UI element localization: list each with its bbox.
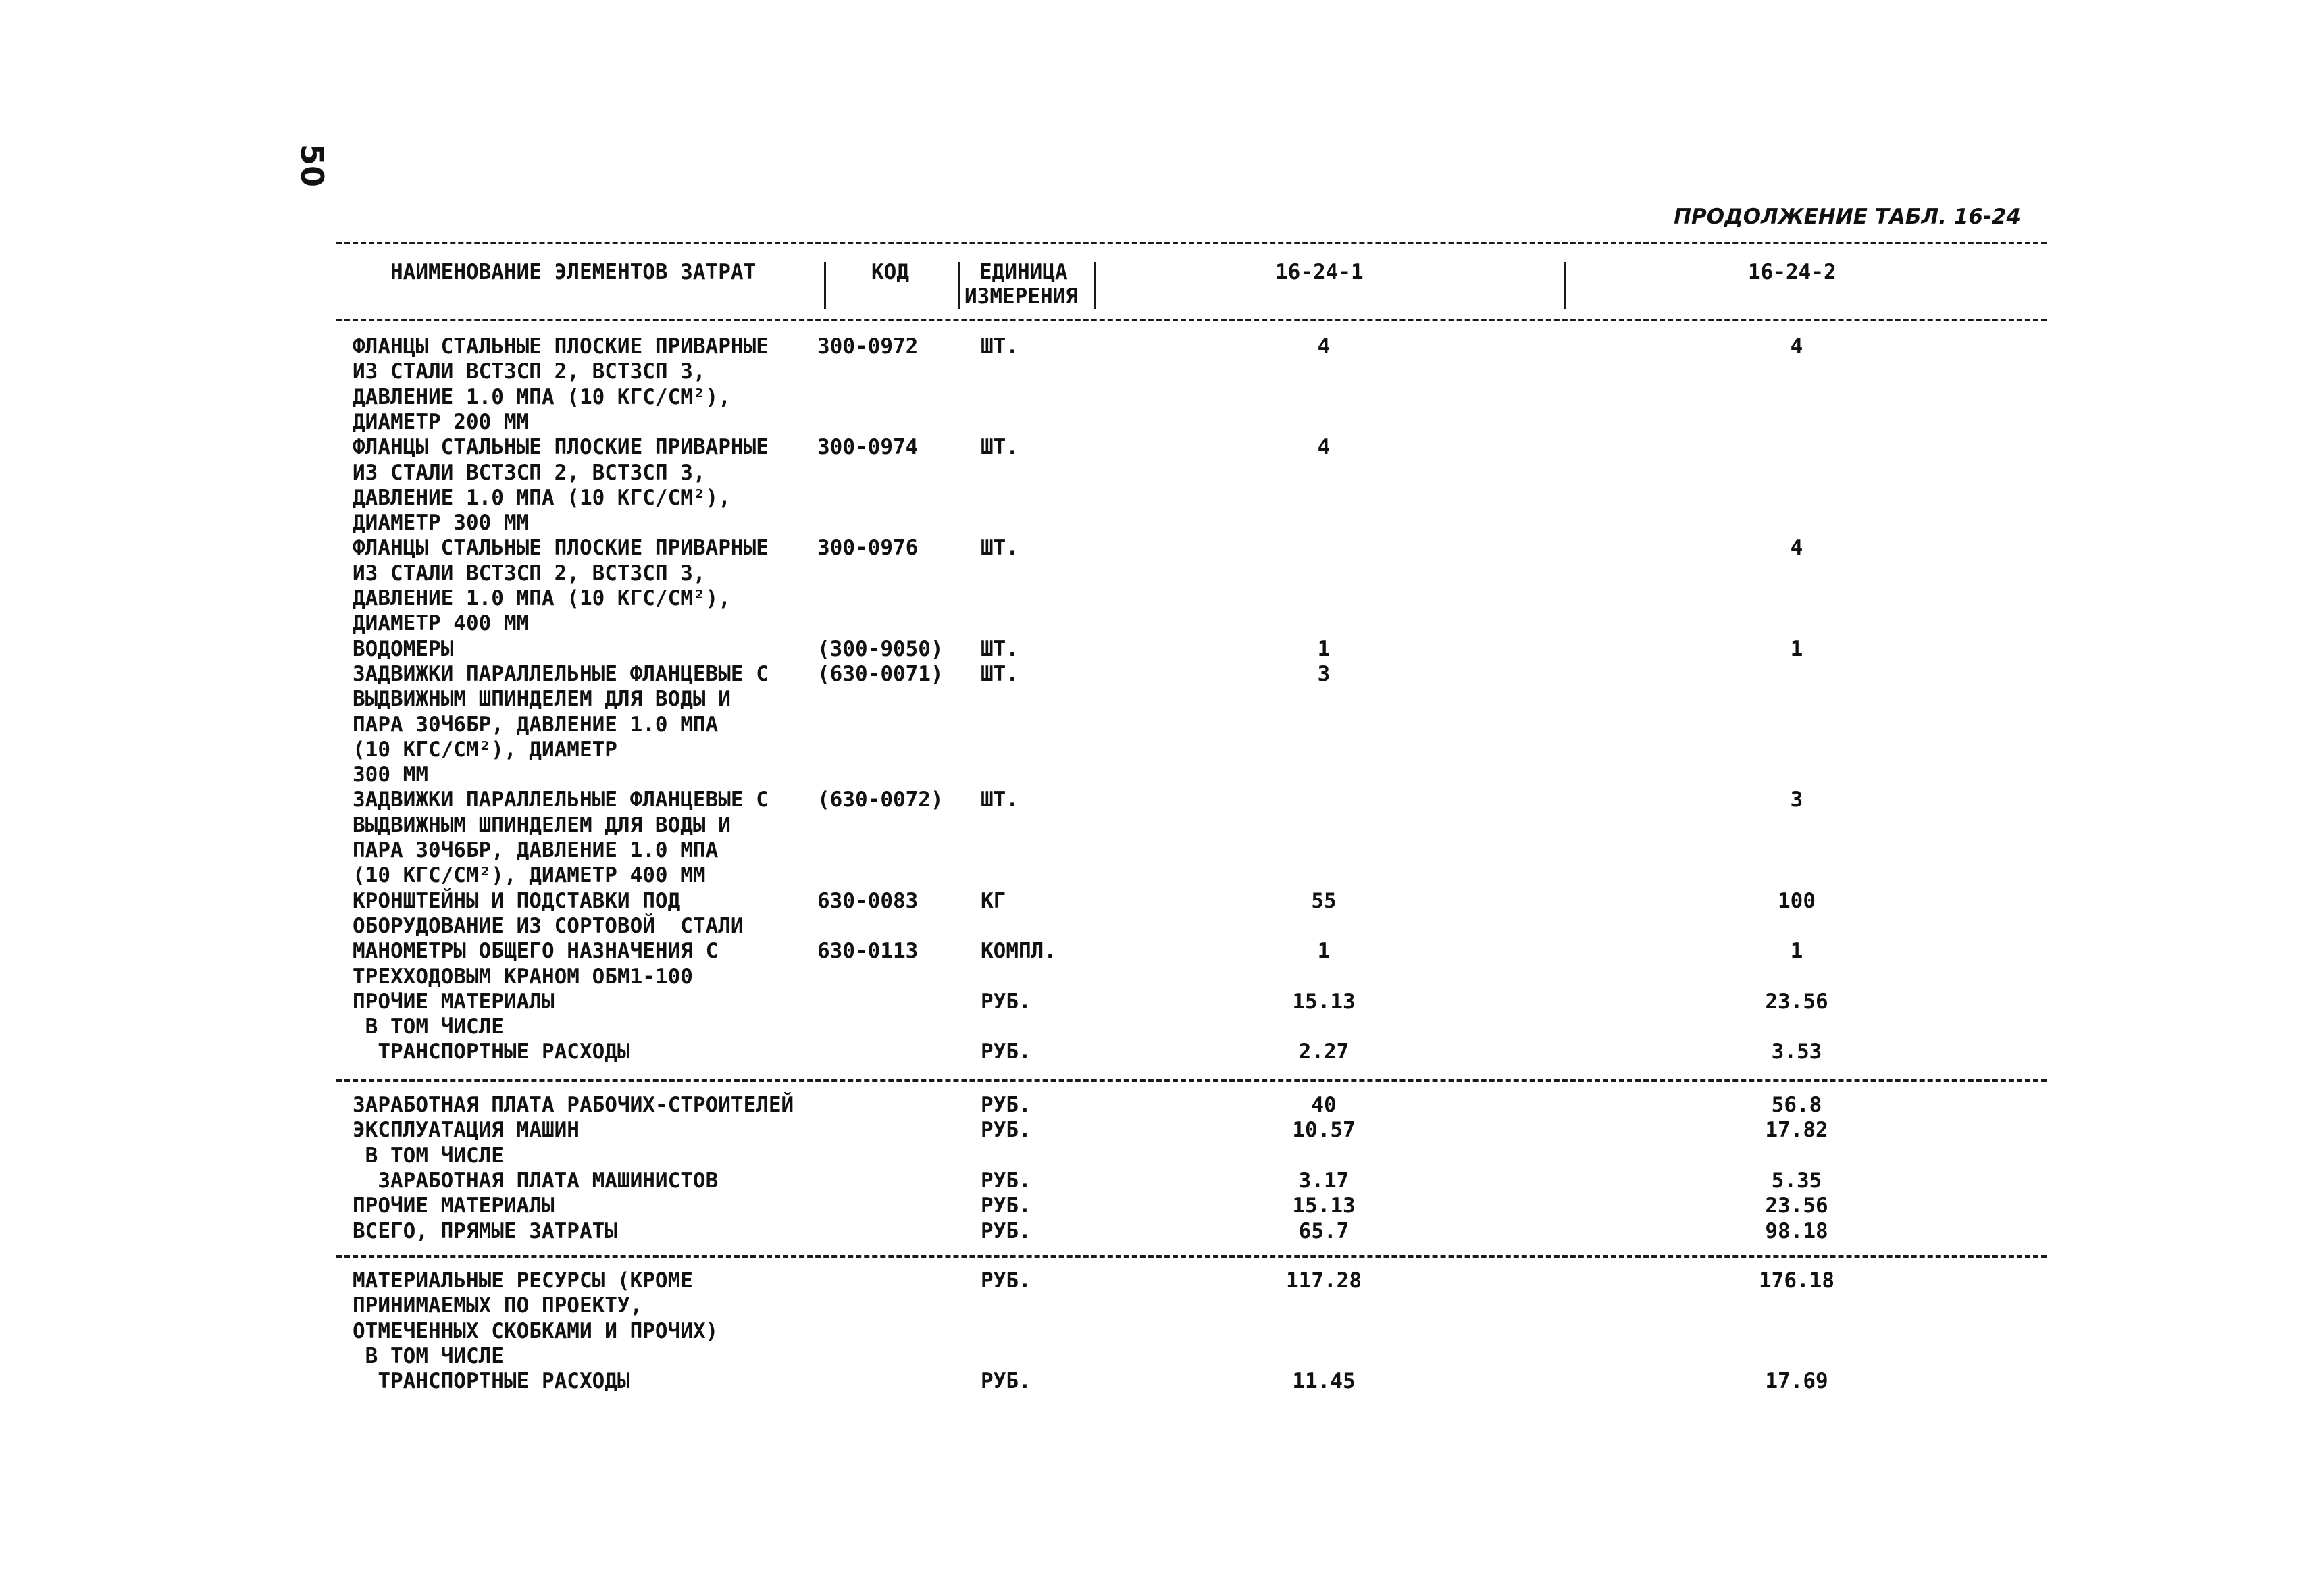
item-name: ВСЕГО, ПРЯМЫЕ ЗАТРАТЫ [353,1218,617,1243]
item-name: В ТОМ ЧИСЛЕ [353,1143,504,1168]
item-name: ЭКСПЛУАТАЦИЯ МАШИН [353,1118,580,1143]
item-name: В ТОМ ЧИСЛЕ [353,1014,504,1039]
item-unit: РУБ. [981,1369,1031,1394]
item-name: ФЛАНЦЫ СТАЛЬНЫЕ ПЛОСКИЕ ПРИВАРНЫЕ [353,536,769,561]
item-name: 300 ММ [353,763,428,788]
item-name: ИЗ СТАЛИ ВСТ3СП 2, ВСТ3СП 3, [353,561,706,586]
value-16-24-1: 55 [1311,888,1337,913]
value-16-24-1: 4 [1317,435,1331,460]
value-16-24-2: 56.8 [1771,1093,1822,1117]
item-name: ДАВЛЕНИЕ 1.0 МПА (10 КГС/СМ²), [353,384,731,409]
item-name: ПРОЧИЕ МАТЕРИАЛЫ [353,989,555,1014]
header-rule [336,319,2047,321]
item-name: ПАРА 30Ч6БР, ДАВЛЕНИЕ 1.0 МПА [353,712,719,737]
value-16-24-1: 3.17 [1298,1168,1349,1193]
value-16-24-2: 1 [1790,939,1803,964]
header-divider [824,262,826,309]
item-unit: ШТ. [981,661,1019,686]
value-16-24-2: 5.35 [1771,1168,1822,1193]
header-col2: 16-24-2 [1748,260,1836,284]
item-unit: ШТ. [981,435,1019,460]
item-name: ВЫДВИЖНЫМ ШПИНДЕЛЕМ ДЛЯ ВОДЫ И [353,813,731,838]
header-divider [958,262,960,309]
item-name: (10 КГС/СМ²), ДИАМЕТР [353,737,617,762]
value-16-24-2: 4 [1790,536,1803,561]
value-16-24-2: 1 [1790,636,1803,661]
item-name: ОБОРУДОВАНИЕ ИЗ СОРТОВОЙ СТАЛИ [353,913,744,938]
item-unit: РУБ. [981,1118,1031,1143]
item-name: ИЗ СТАЛИ ВСТ3СП 2, ВСТ3СП 3, [353,460,706,485]
table-continuation-title: ПРОДОЛЖЕНИЕ ТАБЛ. 16-24 [1674,205,2021,229]
header-divider [1094,262,1096,309]
item-unit: РУБ. [981,1039,1031,1064]
header-code: КОД [871,260,909,284]
value-16-24-1: 15.13 [1292,1193,1356,1218]
item-name: МАНОМЕТРЫ ОБЩЕГО НАЗНАЧЕНИЯ С [353,939,719,964]
item-unit: ШТ. [981,636,1019,661]
value-16-24-2: 176.18 [1759,1268,1834,1293]
value-16-24-2: 23.56 [1765,989,1828,1014]
value-16-24-2: 17.69 [1765,1369,1828,1394]
item-name: КРОНШТЕЙНЫ И ПОДСТАВКИ ПОД [353,888,681,913]
item-name: ДАВЛЕНИЕ 1.0 МПА (10 КГС/СМ²), [353,586,731,611]
item-name: МАТЕРИАЛЬНЫЕ РЕСУРСЫ (КРОМЕ [353,1268,693,1293]
item-name: (10 КГС/СМ²), ДИАМЕТР 400 ММ [353,863,706,888]
item-unit: ШТ. [981,788,1019,813]
item-name: ДИАМЕТР 200 ММ [353,409,530,434]
item-name: ФЛАНЦЫ СТАЛЬНЫЕ ПЛОСКИЕ ПРИВАРНЫЕ [353,435,769,460]
item-name: ДИАМЕТР 300 ММ [353,511,530,536]
value-16-24-2: 4 [1790,334,1803,359]
item-code: 630-0113 [817,939,919,964]
item-name: ДАВЛЕНИЕ 1.0 МПА (10 КГС/СМ²), [353,485,731,510]
item-name: ДИАМЕТР 400 ММ [353,611,530,636]
item-name: ЗАРАБОТНАЯ ПЛАТА РАБОЧИХ-СТРОИТЕЛЕЙ [353,1093,794,1117]
item-name: ФЛАНЦЫ СТАЛЬНЫЕ ПЛОСКИЕ ПРИВАРНЫЕ [353,334,769,359]
item-code: (300-9050) [817,636,944,661]
item-name: ПРИНИМАЕМЫХ ПО ПРОЕКТУ, [353,1293,643,1318]
value-16-24-1: 3 [1317,661,1331,686]
section-rule [336,1255,2047,1258]
item-unit: ШТ. [981,536,1019,561]
value-16-24-1: 10.57 [1292,1118,1356,1143]
value-16-24-1: 4 [1317,334,1331,359]
value-16-24-2: 17.82 [1765,1118,1828,1143]
item-code: 300-0974 [817,435,919,460]
header-name: НАИМЕНОВАНИЕ ЭЛЕМЕНТОВ ЗАТРАТ [390,260,756,284]
item-unit: РУБ. [981,989,1031,1014]
item-code: (630-0072) [817,788,944,813]
item-unit: ШТ. [981,334,1019,359]
value-16-24-2: 3.53 [1771,1039,1822,1064]
item-name: В ТОМ ЧИСЛЕ [353,1343,504,1368]
item-name: ТРАНСПОРТНЫЕ РАСХОДЫ [353,1039,630,1064]
item-name: ОТМЕЧЕННЫХ СКОБКАМИ И ПРОЧИХ) [353,1318,719,1343]
item-unit: РУБ. [981,1218,1031,1243]
item-code: 300-0972 [817,334,919,359]
item-name: ТРЕХХОДОВЫМ КРАНОМ ОБМ1-100 [353,964,693,989]
item-name: ИЗ СТАЛИ ВСТ3СП 2, ВСТ3СП 3, [353,359,706,384]
value-16-24-2: 3 [1790,788,1803,813]
value-16-24-1: 1 [1317,636,1331,661]
item-unit: КГ [981,888,1006,913]
item-name: ЗАДВИЖКИ ПАРАЛЛЕЛЬНЫЕ ФЛАНЦЕВЫЕ С [353,788,769,813]
section-rule [336,1079,2047,1082]
top-rule [336,242,2047,244]
item-code: 630-0083 [817,888,919,913]
header-unit-line2: ИЗМЕРЕНИЯ [965,284,1078,309]
item-name: ПАРА 30Ч6БР, ДАВЛЕНИЕ 1.0 МПА [353,838,719,863]
item-unit: РУБ. [981,1193,1031,1218]
item-name: ПРОЧИЕ МАТЕРИАЛЫ [353,1193,555,1218]
header-unit-line1: ЕДИНИЦА [979,260,1068,284]
value-16-24-1: 40 [1311,1093,1337,1117]
value-16-24-1: 117.28 [1286,1268,1362,1293]
value-16-24-2: 100 [1778,888,1816,913]
item-unit: КОМПЛ. [981,939,1056,964]
item-name: ЗАРАБОТНАЯ ПЛАТА МАШИНИСТОВ [353,1168,719,1193]
item-code: 300-0976 [817,536,919,561]
item-code: (630-0071) [817,661,944,686]
header-col1: 16-24-1 [1275,260,1364,284]
page-number: 50 [294,143,331,188]
value-16-24-1: 65.7 [1298,1218,1349,1243]
value-16-24-1: 15.13 [1292,989,1356,1014]
item-name: ЗАДВИЖКИ ПАРАЛЛЕЛЬНЫЕ ФЛАНЦЕВЫЕ С [353,661,769,686]
item-unit: РУБ. [981,1168,1031,1193]
header-divider [1564,262,1566,309]
value-16-24-2: 98.18 [1765,1218,1828,1243]
item-name: ТРАНСПОРТНЫЕ РАСХОДЫ [353,1369,630,1394]
value-16-24-2: 23.56 [1765,1193,1828,1218]
item-name: ВЫДВИЖНЫМ ШПИНДЕЛЕМ ДЛЯ ВОДЫ И [353,687,731,712]
value-16-24-1: 11.45 [1292,1369,1356,1394]
item-unit: РУБ. [981,1268,1031,1293]
item-name: ВОДОМЕРЫ [353,636,454,661]
value-16-24-1: 2.27 [1298,1039,1349,1064]
value-16-24-1: 1 [1317,939,1331,964]
item-unit: РУБ. [981,1093,1031,1117]
